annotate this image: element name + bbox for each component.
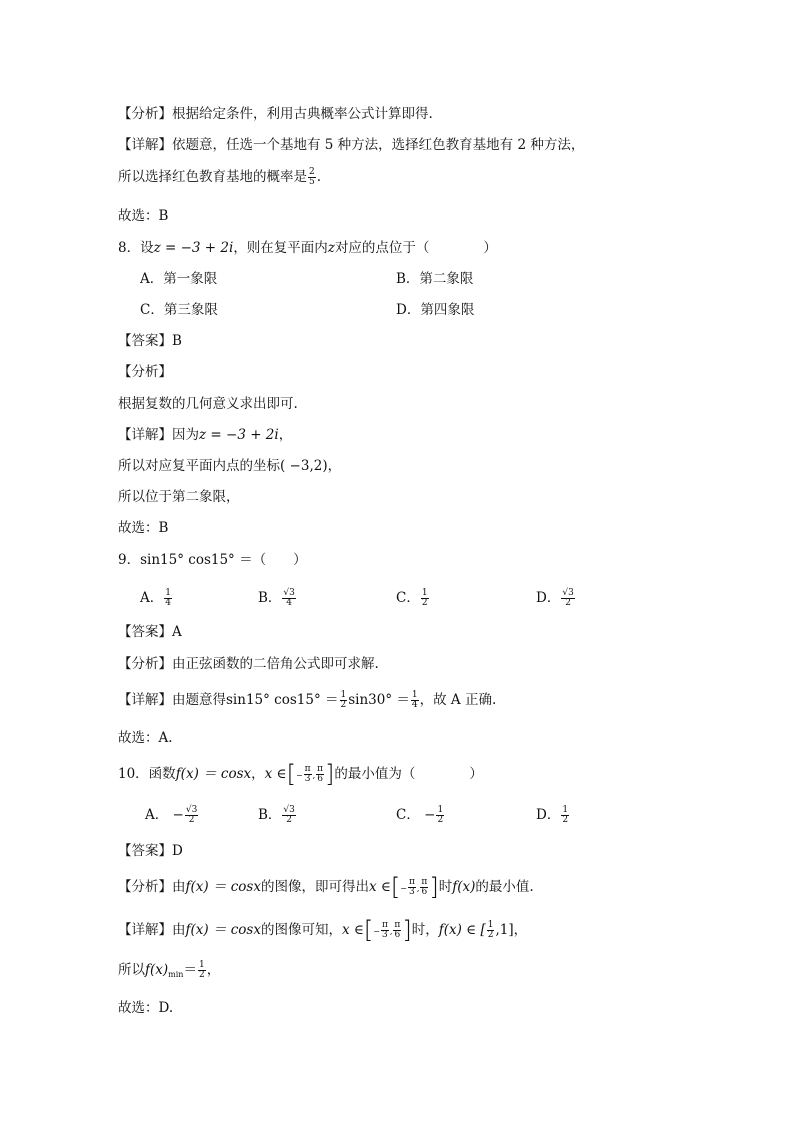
q9-option-b: B． $\frac{√3}{4}$ xyxy=(258,588,295,608)
q9-stem: 9．sin15° cos15° ＝（ ） xyxy=(118,552,307,568)
q10-option-c: C． − $\frac{1}{2}$ xyxy=(396,805,444,825)
q8-option-b: B．第二象限 xyxy=(396,271,474,287)
q8-option-c: C．第三象限 xyxy=(140,302,218,318)
q10-detail: 【详解】由f(x) ＝ cosx的图像可知，x ∈[− $\frac{\pi}{3}$ , $\frac{\pi}{6}$ ]时，f(x) ∈ [ $\frac{1}{2}$ ,1]， xyxy=(118,916,528,944)
q8-answer: 【答案】B xyxy=(118,333,182,349)
q8-stem: 8．设z = −3 + 2i，则在复平面内z对应的点位于（ ） xyxy=(118,240,497,256)
q8-option-a: A．第一象限 xyxy=(140,271,218,287)
q8-analysis-label: 【分析】 xyxy=(118,364,172,380)
q8-conclusion: 故选：B xyxy=(118,520,169,536)
q10-option-d: D． $\frac{1}{2}$ xyxy=(536,805,569,825)
q9-conclusion: 故选：A. xyxy=(118,730,173,746)
q9-detail: 【详解】由题意得sin15° cos15° ＝ $\frac{1}{2}$ sin30° ＝ $\frac{1}{4}$ ，故 A 正确. xyxy=(118,690,497,710)
q10-stem: 10．函数f(x) ＝ cosx，x ∈[− $\frac{\pi}{3}$ , $\frac{\pi}{6}$ ]的最小值为（ ） xyxy=(118,760,483,788)
q9-answer: 【答案】A xyxy=(118,624,182,640)
q9-option-a: A． $\frac{1}{4}$ xyxy=(140,588,171,608)
q8-detail: 【详解】因为z = −3 + 2i， xyxy=(118,427,293,443)
q8-option-d: D．第四象限 xyxy=(396,302,475,318)
q10-min-line: 所以$f(x)_{min}=$ $\frac{1}{2}$ ， xyxy=(118,960,221,980)
q10-option-a: A． − $\frac{√3}{2}$ xyxy=(145,805,198,825)
q9-option-c: C． $\frac{1}{2}$ xyxy=(396,588,428,608)
q10-answer: 【答案】D xyxy=(118,843,183,859)
q7-probability-text: 所以选择红色教育基地的概率是 xyxy=(118,169,307,185)
q7-fraction: $\frac{2}{5}$ xyxy=(309,167,315,187)
q9-analysis: 【分析】由正弦函数的二倍角公式即可求解. xyxy=(118,656,379,672)
q7-probability-line: 所以选择红色教育基地的概率是 $\frac{2}{5}$ . xyxy=(118,167,322,187)
q8-analysis-text: 根据复数的几何意义求出即可. xyxy=(118,396,298,412)
q10-analysis: 【分析】由f(x) ＝ cosx的图像，即可得出x ∈[− $\frac{\pi}{3}$ , $\frac{\pi}{6}$ ]时f(x)的最小值. xyxy=(118,873,534,901)
q8-stem-math: z = −3 + 2i xyxy=(153,240,234,256)
q7-detail: 【详解】依题意，任选一个基地有 5 种方法，选择红色教育基地有 2 种方法， xyxy=(118,137,585,153)
q7-analysis: 【分析】根据给定条件，利用古典概率公式计算即得. xyxy=(118,106,433,122)
q10-option-b: B． $\frac{√3}{2}$ xyxy=(258,805,295,825)
q10-conclusion: 故选：D. xyxy=(118,1000,174,1016)
q9-option-d: D． $\frac{√3}{2}$ xyxy=(536,588,574,608)
q8-coordinate-line: 所以对应复平面内点的坐标( −3,2)， xyxy=(118,458,342,474)
q7-conclusion: 故选：B xyxy=(118,208,169,224)
q8-quadrant-line: 所以位于第二象限， xyxy=(118,489,240,505)
